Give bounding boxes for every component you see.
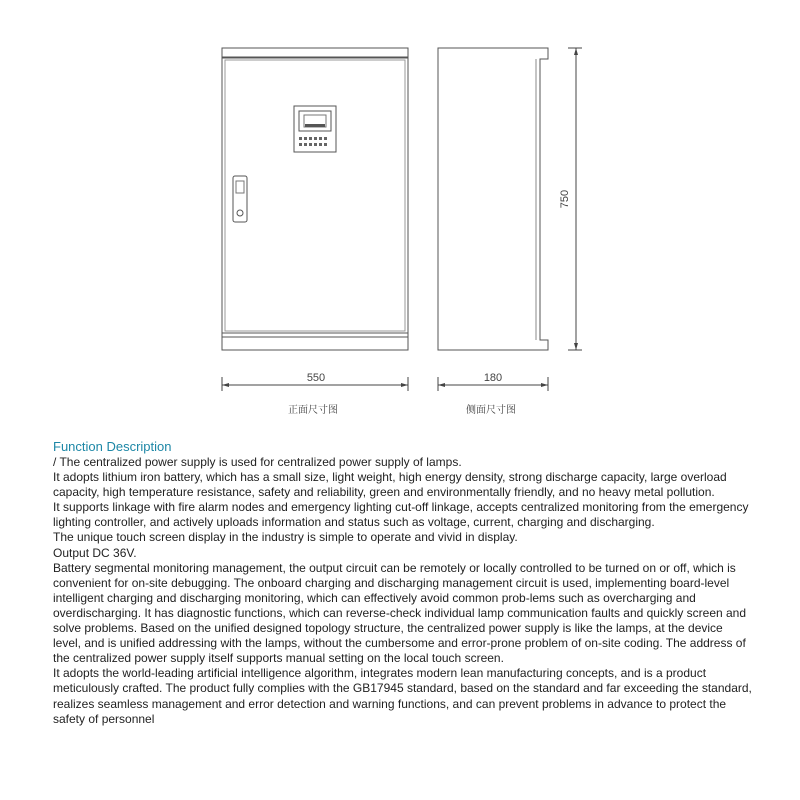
button-row-icon: [299, 137, 327, 146]
door-handle-icon: [233, 176, 247, 222]
front-view-caption: 正面尺寸图: [288, 405, 338, 416]
description-paragraph: It supports linkage with fire alarm nodes and emergency lighting cut-off linkage, accepts centralized monitoring from the emergency lighting controller, and actively uploads information and status such as voltage, current, charging and discharging.: [53, 500, 749, 530]
function-description: [53, 439, 753, 727]
description-paragraph: It adopts lithium iron battery, which has a small size, light weight, high energy density, strong discharge capacity, large overload capacity, high temperature resistance, safety and reliability, green and environmentally friendly, and no heavy metal pollution.: [53, 470, 727, 500]
front-width-label: 550: [306, 372, 326, 384]
description-paragraph: Output DC 36V.: [53, 545, 137, 560]
description-paragraph: / The centralized power supply is used for centralized power supply of lamps.: [53, 455, 462, 469]
front-cabinet-outline: [222, 48, 408, 350]
side-view-caption: 侧面尺寸图: [466, 405, 516, 416]
side-view: [438, 48, 548, 350]
side-width-label: 180: [483, 372, 503, 384]
front-top-cap: [222, 48, 408, 57]
height-label: 750: [559, 189, 571, 209]
description-paragraph: It adopts the world-leading artificial intelligence algorithm, integrates modern lean manufacturing concepts, and is a product meticulously crafted. The product fully complies with the GB17945 standard, based on the standard and far exceeding the standard, realizes seamless management and error detection and warning functions, and can prevent problems in advance to protect the safety of personnel: [53, 666, 752, 726]
cabinet-door: [225, 60, 405, 331]
front-view: [222, 48, 408, 350]
section-title: Function Description: [53, 439, 172, 454]
description-paragraph: Battery segmental monitoring management, the output circuit can be remotely or locally controlled to be turned on or off, which is convenient for on-site debugging. The onboard charging and discharging management circuit is used, implementing board-level intelligent charging and discharging monitoring, which can effectively avoid common prob-lems such as overcharging and overdischarging. It has diagnostic functions, which can reverse-check individual lamp communication faults and quickly screen and solve problems. Based on the unified designed topology structure, the centralized power supply is like the lamps, at the device level, and is unified addressing with the lamps, without the cumbersome and error-prone problem of on-site coding. The address of the centralized power supply itself supports manual setting on the local touch screen.: [53, 560, 747, 666]
touch-screen-panel: [294, 106, 336, 152]
dimension-lines: [222, 48, 582, 391]
description-paragraph: The unique touch screen display in the industry is simple to operate and vivid in display.: [53, 530, 518, 545]
side-cabinet-outline: [438, 48, 548, 350]
front-bottom-plinth: [222, 333, 408, 350]
